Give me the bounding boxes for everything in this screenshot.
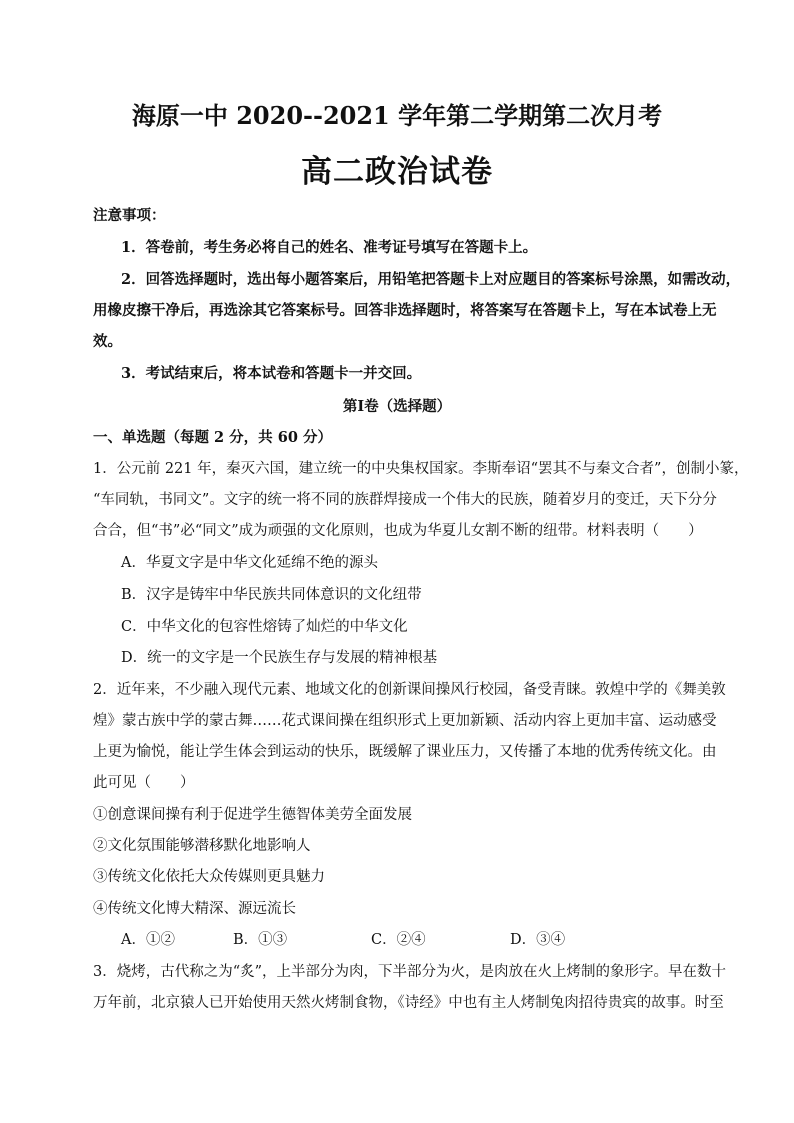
q2-stem-line-2: 煌》蒙古族中学的蒙古舞……花式课间操在组织形式上更加新颖、活动内容上更加丰富、运动感受 — [93, 713, 717, 729]
exam-subject-title: 高二政治试卷 — [301, 154, 493, 190]
q3-stem-line-1: 3．烧烤，古代称之为“炙”，上半部分为肉，下半部分为火，是肉放在火上烤制的象形字。早在数十 — [93, 964, 727, 980]
exam-title: 海原一中 2020--2021 学年第二学期第二次月考 — [131, 101, 663, 130]
q2-stem-line-4: 此可见（ ） — [93, 775, 195, 791]
q2-option-d: D．③④ — [510, 932, 566, 948]
notice-heading: 注意事项： — [93, 207, 166, 224]
q2-statement-1: ①创意课间操有利于促进学生德智体美劳全面发展 — [93, 807, 412, 823]
q2-option-c: C．②④ — [371, 932, 426, 948]
q1-stem-line-1: 1．公元前 221 年，秦灭六国，建立统一的中央集权国家。李斯奉诏“罢其不与秦文合者”，创制小篆， — [93, 461, 749, 477]
notice-item-2-line-1: 2．回答选择题时，选出每小题答案后，用铅笔把答题卡上对应题目的答案标号涂黑，如需改动， — [121, 271, 741, 288]
q2-statement-2: ②文化氛围能够潜移默化地影响人 — [93, 838, 311, 854]
notice-item-2-line-3: 效。 — [93, 333, 122, 350]
q3-stem-line-2: 万年前，北京猿人已开始使用天然火烤制食物，《诗经》中也有主人烤制兔肉招待贵宾的故事。时至 — [93, 995, 724, 1011]
notice-item-1: 1．答卷前，考生务必将自己的姓名、准考证号填写在答题卡上。 — [121, 239, 538, 256]
q2-option-b: B．①③ — [233, 932, 288, 948]
q1-option-c: C．中华文化的包容性熔铸了灿烂的中华文化 — [121, 619, 408, 635]
q1-option-a: A．华夏文字是中华文化延绵不绝的源头 — [121, 555, 378, 571]
part-title: 一、单选题（每题 2 分，共 60 分） — [93, 429, 332, 446]
q1-stem-line-2: “车同轨，书同文”。文字的统一将不同的族群焊接成一个伟大的民族，随着岁月的变迁，天下分分 — [93, 492, 717, 508]
notice-item-3: 3．考试结束后，将本试卷和答题卡一并交回。 — [121, 365, 422, 382]
q1-option-d: D．统一的文字是一个民族生存与发展的精神根基 — [121, 650, 438, 666]
notice-item-2-line-2: 用橡皮擦干净后，再选涂其它答案标号。回答非选择题时，将答案写在答题卡上，写在本试卷上无 — [93, 302, 717, 319]
q2-stem-line-1: 2．近年来，不少融入现代元素、地域文化的创新课间操风行校园，备受青睐。敦煌中学的《舞美敦 — [93, 682, 726, 698]
q1-stem-line-3: 合合，但“书”必“同文”成为顽强的文化原则，也成为华夏儿女割不断的纽带。材料表明（ ） — [93, 523, 703, 539]
q2-statement-3: ③传统文化依托大众传媒则更具魅力 — [93, 869, 325, 885]
volume-title: 第I卷（选择题） — [342, 398, 452, 415]
q2-statement-4: ④传统文化博大精深、源远流长 — [93, 901, 296, 917]
q2-stem-line-3: 上更为愉悦，能让学生体会到运动的快乐，既缓解了课业压力，又传播了本地的优秀传统文化。由 — [93, 744, 717, 760]
q1-option-b: B．汉字是铸牢中华民族共同体意识的文化纽带 — [121, 587, 422, 603]
q2-option-a: A．①② — [121, 932, 175, 948]
